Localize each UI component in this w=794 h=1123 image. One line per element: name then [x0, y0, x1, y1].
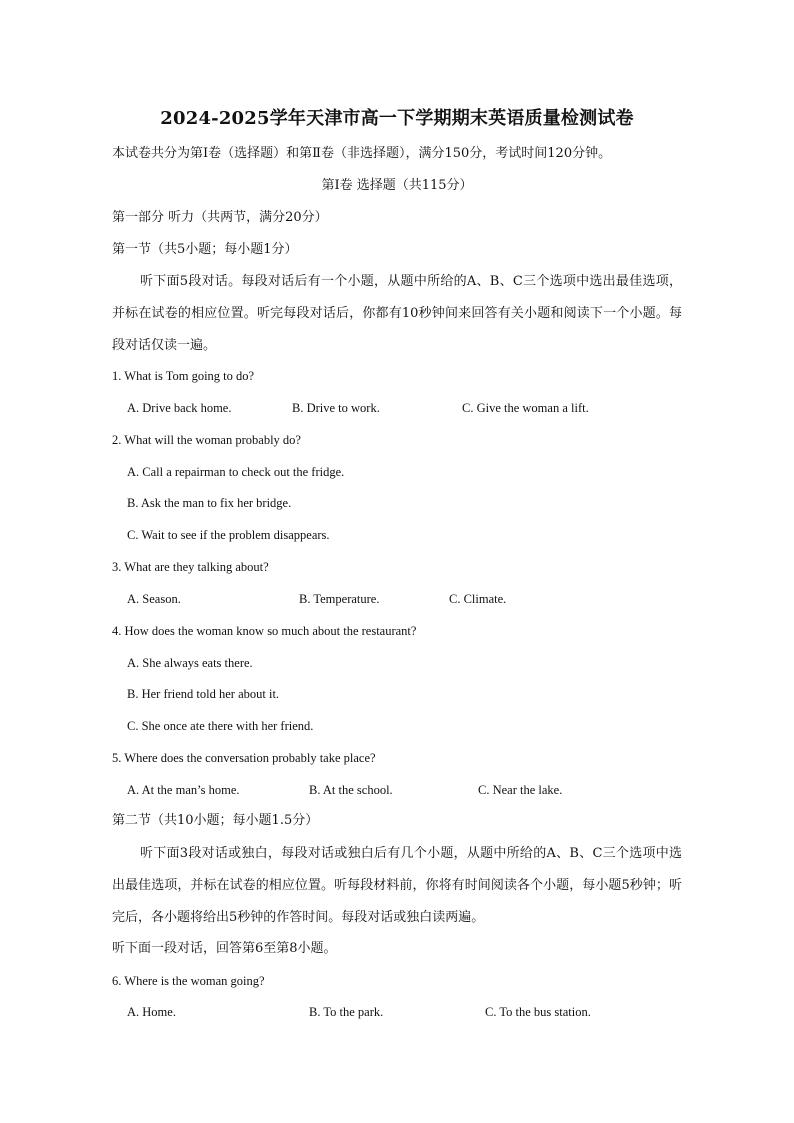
question-5: 5. Where does the conversation probably take place?: [112, 751, 376, 765]
q2-option-c[interactable]: C. Wait to see if the problem disappears.: [127, 528, 330, 542]
q5-option-b[interactable]: B. At the school.: [309, 783, 393, 797]
q2-option-a[interactable]: A. Call a repairman to check out the fridge.: [127, 465, 345, 479]
q1-option-c[interactable]: C. Give the woman a lift.: [462, 401, 589, 415]
section1-heading: 第一节（共5小题；每小题1分）: [112, 242, 298, 257]
question-2: 2. What will the woman probably do?: [112, 433, 301, 447]
section2-heading: 第二节（共10小题；每小题1.5分）: [112, 813, 319, 828]
exam-title: 2024-2025学年天津市高一下学期期末英语质量检测试卷: [160, 108, 634, 129]
section2-instructions: 听下面3段对话或独白，每段对话或独白后有几个小题，从题中所给的A、B、C三个选项中选出最佳选项，并标在试卷的相应位置。听每段材料前，你将有时间阅读各个小题，每小题5秒钟；听完后，各小题将给出5秒钟的作答时间。每段对话或独白读两遍。: [112, 846, 682, 925]
q4-option-c[interactable]: C. She once ate there with her friend.: [127, 719, 314, 733]
exam-intro: 本试卷共分为第Ⅰ卷（选择题）和第Ⅱ卷（非选择题），满分150分，考试时间120分钟。: [112, 146, 612, 161]
q5-option-c[interactable]: C. Near the lake.: [478, 783, 563, 797]
q1-option-b[interactable]: B. Drive to work.: [292, 401, 380, 415]
q3-option-a[interactable]: A. Season.: [127, 592, 181, 606]
section1-instructions: 听下面5段对话。每段对话后有一个小题，从题中所给的A、B、C三个选项中选出最佳选项，并标在试卷的相应位置。听完每段对话后，你都有10秒钟间来回答有关小题和阅读下一个小题。每段对话仅读一遍。: [112, 274, 682, 353]
q4-option-b[interactable]: B. Her friend told her about it.: [127, 687, 280, 701]
q4-option-a[interactable]: A. She always eats there.: [127, 656, 253, 670]
q3-option-c[interactable]: C. Climate.: [449, 592, 507, 606]
volume-heading: 第Ⅰ卷 选择题（共115分）: [321, 178, 473, 193]
question-1: 1. What is Tom going to do?: [112, 369, 255, 383]
q6-option-a[interactable]: A. Home.: [127, 1005, 176, 1019]
question-3: 3. What are they talking about?: [112, 560, 269, 574]
section2-lead: 听下面一段对话，回答第6至第8小题。: [112, 941, 337, 956]
question-4: 4. How does the woman know so much about the restaurant?: [112, 624, 417, 638]
q3-option-b[interactable]: B. Temperature.: [299, 592, 380, 606]
q5-option-a[interactable]: A. At the man’s home.: [127, 783, 240, 797]
part-heading: 第一部分 听力（共两节，满分20分）: [112, 210, 328, 225]
q6-option-b[interactable]: B. To the park.: [309, 1005, 384, 1019]
q6-option-c[interactable]: C. To the bus station.: [485, 1005, 591, 1019]
q2-option-b[interactable]: B. Ask the man to fix her bridge.: [127, 496, 292, 510]
q1-option-a[interactable]: A. Drive back home.: [127, 401, 232, 415]
question-6: 6. Where is the woman going?: [112, 974, 265, 988]
